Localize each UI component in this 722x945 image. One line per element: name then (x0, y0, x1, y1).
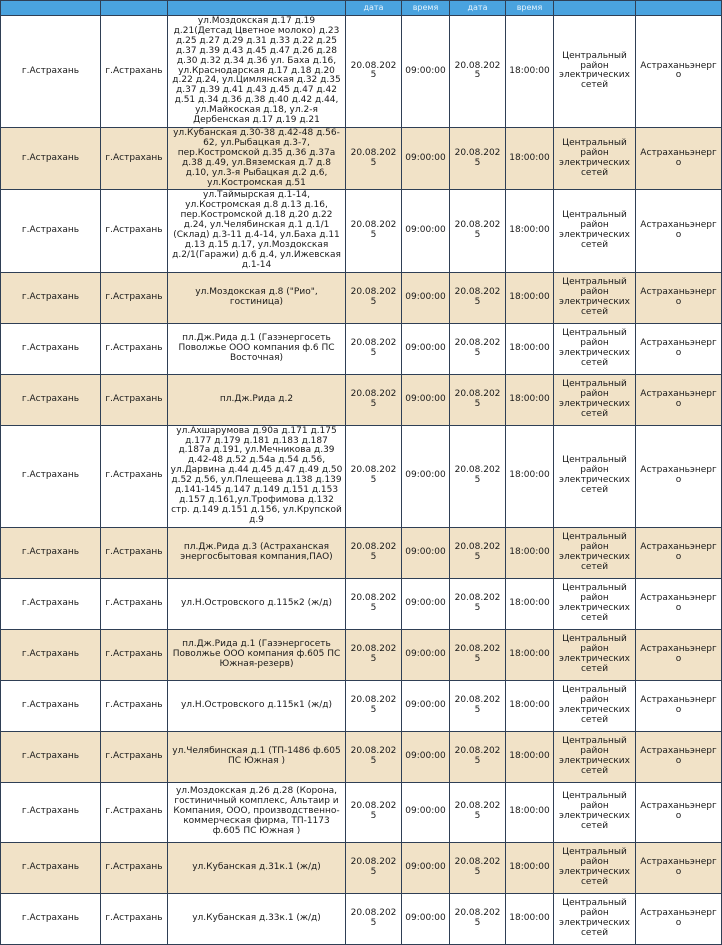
address-cell: пл.Дж.Рида д.3 (Астраханская энергосбытовая компания,ПАО) (168, 527, 346, 578)
start-date-cell: 20.08.2025 (346, 374, 402, 425)
end-time-cell: 18:00:00 (506, 272, 554, 323)
org-cell: Астраханьэнерго (636, 731, 722, 782)
start-time-cell: 09:00:00 (402, 782, 450, 842)
table-row (1, 782, 722, 842)
district-cell: г.Астрахань (1, 190, 101, 272)
district-cell: г.Астрахань (1, 374, 101, 425)
city-cell: г.Астрахань (101, 680, 168, 731)
table-row (1, 527, 722, 578)
city-cell: г.Астрахань (101, 425, 168, 527)
address-cell: пл.Дж.Рида д.1 (Газэнергосеть Поволжье ООО компания ф.605 ПС Южная-резерв) (168, 629, 346, 680)
header-end-date: дата (450, 1, 506, 16)
network-cell: Центральный район электрических сетей (554, 782, 636, 842)
network-cell: Центральный район электрических сетей (554, 842, 636, 893)
start-time-cell: 09:00:00 (402, 731, 450, 782)
network-cell: Центральный район электрических сетей (554, 272, 636, 323)
table-row (1, 190, 722, 272)
start-date-cell: 20.08.2025 (346, 842, 402, 893)
end-date-cell: 20.08.2025 (450, 374, 506, 425)
start-time-cell: 09:00:00 (402, 680, 450, 731)
address-cell: ул.Моздокская д.26 д.28 (Корона, гостиничный комплекс, Альтаир и Компания, ООО, производственно-коммерческая фирма, ТП-1173 ф.605 ПС Южная ) (168, 782, 346, 842)
city-cell: г.Астрахань (101, 127, 168, 189)
table-row (1, 425, 722, 527)
end-date-cell: 20.08.2025 (450, 272, 506, 323)
city-cell: г.Астрахань (101, 578, 168, 629)
district-cell: г.Астрахань (1, 16, 101, 128)
start-date-cell: 20.08.2025 (346, 629, 402, 680)
start-time-cell: 09:00:00 (402, 323, 450, 374)
header-org (636, 1, 722, 16)
org-cell: Астраханьэнерго (636, 323, 722, 374)
org-cell: Астраханьэнерго (636, 374, 722, 425)
header-start-time: время (402, 1, 450, 16)
address-cell: ул.Моздокская д.8 ("Рио", гостиница) (168, 272, 346, 323)
end-date-cell: 20.08.2025 (450, 127, 506, 189)
start-date-cell: 20.08.2025 (346, 190, 402, 272)
end-date-cell: 20.08.2025 (450, 782, 506, 842)
end-date-cell: 20.08.2025 (450, 629, 506, 680)
org-cell: Астраханьэнерго (636, 842, 722, 893)
org-cell: Астраханьэнерго (636, 527, 722, 578)
address-cell: ул.Н.Островского д.115к1 (ж/д) (168, 680, 346, 731)
end-date-cell: 20.08.2025 (450, 731, 506, 782)
start-date-cell: 20.08.2025 (346, 680, 402, 731)
network-cell: Центральный район электрических сетей (554, 127, 636, 189)
table-row (1, 374, 722, 425)
city-cell: г.Астрахань (101, 16, 168, 128)
end-date-cell: 20.08.2025 (450, 842, 506, 893)
table-header-row (1, 1, 722, 16)
org-cell: Астраханьэнерго (636, 425, 722, 527)
district-cell: г.Астрахань (1, 731, 101, 782)
address-cell: ул.Кубанская д.31к.1 (ж/д) (168, 842, 346, 893)
end-date-cell: 20.08.2025 (450, 16, 506, 128)
start-time-cell: 09:00:00 (402, 629, 450, 680)
org-cell: Астраханьэнерго (636, 782, 722, 842)
district-cell: г.Астрахань (1, 782, 101, 842)
start-time-cell: 09:00:00 (402, 190, 450, 272)
org-cell: Астраханьэнерго (636, 680, 722, 731)
start-time-cell: 09:00:00 (402, 578, 450, 629)
table-row (1, 842, 722, 893)
org-cell: Астраханьэнерго (636, 578, 722, 629)
header-end-time: время (506, 1, 554, 16)
table-row (1, 323, 722, 374)
district-cell: г.Астрахань (1, 578, 101, 629)
city-cell: г.Астрахань (101, 629, 168, 680)
end-date-cell: 20.08.2025 (450, 527, 506, 578)
start-time-cell: 09:00:00 (402, 127, 450, 189)
header-network (554, 1, 636, 16)
end-date-cell: 20.08.2025 (450, 578, 506, 629)
org-cell: Астраханьэнерго (636, 893, 722, 944)
end-date-cell: 20.08.2025 (450, 190, 506, 272)
city-cell: г.Астрахань (101, 893, 168, 944)
end-time-cell: 18:00:00 (506, 127, 554, 189)
network-cell: Центральный район электрических сетей (554, 680, 636, 731)
start-date-cell: 20.08.2025 (346, 731, 402, 782)
start-time-cell: 09:00:00 (402, 425, 450, 527)
end-time-cell: 18:00:00 (506, 527, 554, 578)
end-time-cell: 18:00:00 (506, 190, 554, 272)
address-cell: пл.Дж.Рида д.1 (Газэнергосеть Поволжье ООО компания ф.6 ПС Восточная) (168, 323, 346, 374)
start-date-cell: 20.08.2025 (346, 578, 402, 629)
address-cell: ул.Ахшарумова д.90а д.171 д.175 д.177 д.179 д.181 д.183 д.187 д.187а д.191, ул.Мечникова д.39 д.42-48 д.52 д.54а д.54 д.56, ул.Дарвина д.44 д.45 д.47 д.49 д.50 д.52 д.56, ул.Плещеева д.138 д.139 д.141-145 д.147 д.149 д.151 д.153 д.157 д.161,ул.Трофимова д.132 стр. д.149 д.151 д.156, ул.Крупской д.9 (168, 425, 346, 527)
city-cell: г.Астрахань (101, 190, 168, 272)
table-row (1, 680, 722, 731)
end-time-cell: 18:00:00 (506, 323, 554, 374)
district-cell: г.Астрахань (1, 893, 101, 944)
district-cell: г.Астрахань (1, 425, 101, 527)
end-time-cell: 18:00:00 (506, 16, 554, 128)
start-date-cell: 20.08.2025 (346, 272, 402, 323)
org-cell: Астраханьэнерго (636, 190, 722, 272)
table-row (1, 893, 722, 944)
header-start-date: дата (346, 1, 402, 16)
city-cell: г.Астрахань (101, 323, 168, 374)
address-cell: ул.Н.Островского д.115к2 (ж/д) (168, 578, 346, 629)
network-cell: Центральный район электрических сетей (554, 374, 636, 425)
table-row (1, 127, 722, 189)
header-district (1, 1, 101, 16)
start-date-cell: 20.08.2025 (346, 893, 402, 944)
org-cell: Астраханьэнерго (636, 629, 722, 680)
city-cell: г.Астрахань (101, 272, 168, 323)
org-cell: Астраханьэнерго (636, 127, 722, 189)
city-cell: г.Астрахань (101, 527, 168, 578)
end-date-cell: 20.08.2025 (450, 425, 506, 527)
table-row (1, 16, 722, 128)
city-cell: г.Астрахань (101, 374, 168, 425)
end-time-cell: 18:00:00 (506, 578, 554, 629)
address-cell: ул.Кубанская д.33к.1 (ж/д) (168, 893, 346, 944)
district-cell: г.Астрахань (1, 629, 101, 680)
address-cell: ул.Челябинская д.1 (ТП-1486 ф.605 ПС Южная ) (168, 731, 346, 782)
table-row (1, 272, 722, 323)
table-row (1, 629, 722, 680)
start-time-cell: 09:00:00 (402, 842, 450, 893)
end-time-cell: 18:00:00 (506, 842, 554, 893)
city-cell: г.Астрахань (101, 782, 168, 842)
start-date-cell: 20.08.2025 (346, 782, 402, 842)
start-date-cell: 20.08.2025 (346, 425, 402, 527)
city-cell: г.Астрахань (101, 731, 168, 782)
district-cell: г.Астрахань (1, 323, 101, 374)
network-cell: Центральный район электрических сетей (554, 578, 636, 629)
start-date-cell: 20.08.2025 (346, 527, 402, 578)
district-cell: г.Астрахань (1, 527, 101, 578)
network-cell: Центральный район электрических сетей (554, 16, 636, 128)
start-time-cell: 09:00:00 (402, 893, 450, 944)
end-date-cell: 20.08.2025 (450, 323, 506, 374)
address-cell: пл.Дж.Рида д.2 (168, 374, 346, 425)
start-time-cell: 09:00:00 (402, 374, 450, 425)
end-time-cell: 18:00:00 (506, 629, 554, 680)
header-city (101, 1, 168, 16)
network-cell: Центральный район электрических сетей (554, 893, 636, 944)
end-time-cell: 18:00:00 (506, 782, 554, 842)
address-cell: ул.Моздокская д.17 д.19 д.21(Детсад Цветное молоко) д.23 д.25 д.27 д.29 д.31 д.33 д.22 д.25 д.37 д.39 д.43 д.45 д.47 д.26 д.28 д.30 д.32 д.34 д.36 ул. Баха д.16, ул.Краснодарская д.17 д.18 д.20 д.22 д.24, ул.Цимлянская д.32 д.35 д.37 д.39 д.41 д.43 д.45 д.47 д.42 д.51 д.34 д.36 д.38 д.40 д.42 д.44, ул.Майкоская д.18, ул.2-я Дербенская д.17 д.19 д.21 (168, 16, 346, 128)
end-date-cell: 20.08.2025 (450, 680, 506, 731)
network-cell: Центральный район электрических сетей (554, 527, 636, 578)
start-date-cell: 20.08.2025 (346, 323, 402, 374)
org-cell: Астраханьэнерго (636, 16, 722, 128)
start-time-cell: 09:00:00 (402, 16, 450, 128)
district-cell: г.Астрахань (1, 680, 101, 731)
end-time-cell: 18:00:00 (506, 425, 554, 527)
start-time-cell: 09:00:00 (402, 272, 450, 323)
city-cell: г.Астрахань (101, 842, 168, 893)
end-time-cell: 18:00:00 (506, 374, 554, 425)
network-cell: Центральный район электрических сетей (554, 190, 636, 272)
district-cell: г.Астрахань (1, 127, 101, 189)
table-body (1, 16, 722, 945)
network-cell: Центральный район электрических сетей (554, 629, 636, 680)
address-cell: ул.Кубанская д.30-38 д.42-48 д.56-62, ул.Рыбацкая д.3-7, пер.Костромской д.35 д.36 д.37а д.38 д.49, ул.Вяземская д.7 д.8 д.10, ул.3-я Рыбацкая д.2 д.6, ул.Костромская д.51 (168, 127, 346, 189)
table-row (1, 578, 722, 629)
end-time-cell: 18:00:00 (506, 893, 554, 944)
district-cell: г.Астрахань (1, 272, 101, 323)
address-cell: ул.Таймырская д.1-14, ул.Костромская д.8 д.13 д.16, пер.Костромской д.18 д.20 д.22 д.24, ул.Челябинская д.1 д.1/1 (Склад) д.3-11 д.4-14, ул.Баха д.11 д.13 д.15 д.17, ул.Моздокская д.2/1(Гаражи) д.6 д.4, ул.Ижевская д.1-14 (168, 190, 346, 272)
end-time-cell: 18:00:00 (506, 731, 554, 782)
org-cell: Астраханьэнерго (636, 272, 722, 323)
network-cell: Центральный район электрических сетей (554, 425, 636, 527)
network-cell: Центральный район электрических сетей (554, 323, 636, 374)
start-date-cell: 20.08.2025 (346, 16, 402, 128)
end-time-cell: 18:00:00 (506, 680, 554, 731)
start-time-cell: 09:00:00 (402, 527, 450, 578)
start-date-cell: 20.08.2025 (346, 127, 402, 189)
end-date-cell: 20.08.2025 (450, 893, 506, 944)
district-cell: г.Астрахань (1, 842, 101, 893)
table-row (1, 731, 722, 782)
network-cell: Центральный район электрических сетей (554, 731, 636, 782)
header-address (168, 1, 346, 16)
